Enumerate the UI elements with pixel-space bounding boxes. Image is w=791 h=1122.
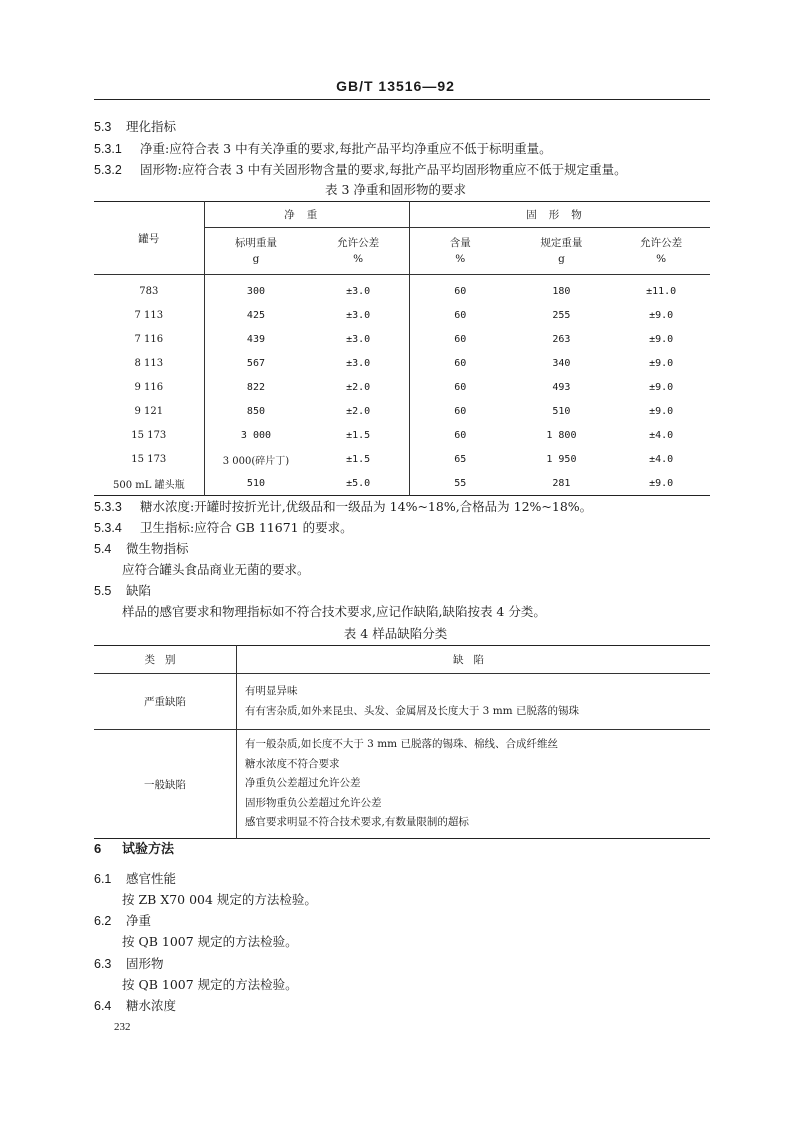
cell-tolerance: ±1.5 [346,429,371,441]
table-row-general [94,730,710,839]
cell-label-weight: 3 000 [204,423,307,447]
section-text: 固形物:应符合表 3 中有关固形物含量的要求,每批产品平均固形物重应不低于规定重量。 [140,162,627,177]
cell-tolerance: ±5.0 [346,477,371,489]
document-header: GB/T 13516—92 [336,78,455,94]
cell-content: 65 [409,447,510,471]
table-row [94,471,710,496]
section-number: 6.3 [94,957,112,971]
cell-content: 60 [409,375,510,399]
group-header-solids: 固形物 [409,202,710,228]
cell-can: 15 173 [131,429,167,441]
cell-label-weight: 822 [204,375,307,399]
cell-spec-weight: 255 [552,309,571,321]
cell-tolerance: ±3.0 [346,357,371,369]
cell-tolerance-2: ±11.0 [646,285,677,297]
category-general: 一般缺陷 [94,730,237,839]
table-row [94,375,710,399]
defect-item: 有有害杂质,如外来昆虫、头发、金属屑及长度大于 3 mm 已脱落的锡珠 [245,704,579,717]
section-title: 微生物指标 [126,541,189,556]
section-number: 6.1 [94,872,112,886]
cell-can: 783 [139,285,159,297]
table-row [94,399,710,423]
cell-can: 500 mL 罐头瓶 [113,479,185,491]
cell-tolerance: ±2.0 [346,405,371,417]
col-header-tolerance-2: 允许公差 % [612,228,710,275]
section-5-3 [94,117,176,135]
cell-content: 60 [409,303,510,327]
page-number: 232 [114,1021,131,1033]
col-header-tolerance: 允许公差 % [307,228,409,275]
section-text: 卫生指标:应符合 GB 11671 的要求。 [140,520,353,535]
cell-spec-weight: 180 [552,285,571,297]
cell-content: 60 [409,275,510,304]
cell-label-weight: 510 [204,471,307,496]
cell-tolerance-2: ±9.0 [649,405,674,417]
section-title: 感官性能 [126,871,177,886]
section-text: 净重:应符合表 3 中有关净重的要求,每批产品平均净重应不低于标明重量。 [140,141,552,156]
section-number: 5.5 [94,584,112,598]
group-header-net: 净重 [204,202,409,228]
cell-label-weight: 439 [204,327,307,351]
col-header-content: 含量 % [409,228,510,275]
section-5-5 [94,581,151,599]
section-number: 5.3.2 [94,163,122,177]
cell-spec-weight: 510 [552,405,571,417]
category-severe: 严重缺陷 [94,674,237,730]
cell-tolerance-2: ±4.0 [649,429,674,441]
section-6-2-body: 按 QB 1007 规定的方法检验。 [122,934,298,949]
cell-spec-weight: 493 [552,381,571,393]
section-6-3-body: 按 QB 1007 规定的方法检验。 [122,977,298,992]
cell-spec-weight: 340 [552,357,571,369]
section-6-1-body: 按 ZB X70 004 规定的方法检验。 [122,892,317,907]
section-number: 5.3 [94,120,112,134]
table-row [94,351,710,375]
table-row [94,447,710,471]
cell-label-weight: 425 [204,303,307,327]
cell-label-weight: 567 [204,351,307,375]
section-6-4 [94,996,176,1014]
cell-label-weight: 300 [204,275,307,304]
section-number: 6.2 [94,914,112,928]
general-defect-list [237,730,711,839]
col-header-spec-weight: 规定重量 g [511,228,613,275]
defect-item: 固形物重负公差超过允许公差 [245,796,382,809]
cell-tolerance-2: ±9.0 [649,357,674,369]
severe-defect-list [237,674,711,730]
cell-content: 60 [409,399,510,423]
cell-spec-weight: 1 950 [546,453,577,465]
cell-tolerance-2: ±9.0 [649,477,674,489]
defect-item: 有一般杂质,如长度不大于 3 mm 已脱落的锡珠、棉线、合成纤维丝 [245,738,558,751]
cell-tolerance-2: ±4.0 [649,453,674,465]
section-6-1 [94,869,176,887]
cell-tolerance-2: ±9.0 [649,309,674,321]
table-row [94,423,710,447]
section-text: 糖水浓度:开罐时按折光计,优级品和一级品为 14%~18%,合格品为 12%~18%。 [140,499,593,514]
section-6-2 [94,911,151,929]
cell-label-weight: 850 [204,399,307,423]
section-number: 5.3.3 [94,500,122,514]
defect-item: 糖水浓度不符合要求 [245,757,340,770]
table-4-caption: 表 4 样品缺陷分类 [343,626,448,641]
defect-classification-table [94,645,710,839]
cell-tolerance: ±3.0 [346,309,371,321]
cell-spec-weight: 1 800 [546,429,577,441]
cell-tolerance-2: ±9.0 [649,333,674,345]
cell-tolerance: ±1.5 [346,453,371,465]
section-5-3-2 [94,160,627,178]
cell-tolerance: ±3.0 [346,285,371,297]
section-number: 6 [94,841,102,856]
table-row [94,327,710,351]
cell-content: 60 [409,423,510,447]
cell-spec-weight: 281 [552,477,571,489]
cell-can: 7 113 [134,309,164,321]
cell-can: 8 113 [134,357,164,369]
section-title: 固形物 [126,956,164,971]
section-5-4 [94,539,189,557]
section-title: 理化指标 [126,119,177,134]
section-5-3-3 [94,497,592,515]
section-5-4-body: 应符合罐头食品商业无菌的要求。 [122,562,310,577]
section-5-3-1 [94,139,552,157]
cell-content: 55 [409,471,510,496]
cell-label-weight: 3 000(碎片丁) [204,447,307,471]
net-weight-solids-table [94,201,710,496]
section-5-5-body: 样品的感官要求和物理指标如不符合技术要求,应记作缺陷,缺陷按表 4 分类。 [122,604,546,619]
section-number: 5.4 [94,542,112,556]
col-header-defect: 缺陷 [237,646,711,674]
col-header-label-weight: 标明重量 g [204,228,307,275]
col-header-category: 类别 [94,646,237,674]
cell-can: 15 173 [131,453,167,465]
cell-tolerance: ±3.0 [346,333,371,345]
cell-spec-weight: 263 [552,333,571,345]
cell-tolerance: ±2.0 [346,381,371,393]
section-number: 5.3.4 [94,521,122,535]
defect-item: 净重负公差超过允许公差 [245,777,361,790]
cell-can: 9 121 [134,405,164,417]
table-row [94,275,710,304]
cell-can: 9 116 [134,381,164,393]
section-5-3-4 [94,518,353,536]
section-6 [94,838,174,857]
section-number: 5.3.1 [94,142,122,156]
defect-item: 有明显异味 [245,685,298,697]
table-row [94,303,710,327]
cell-content: 60 [409,327,510,351]
section-6-3 [94,954,164,972]
section-title: 糖水浓度 [126,998,177,1013]
section-number: 6.4 [94,999,112,1013]
table-3-caption: 表 3 净重和固形物的要求 [325,182,466,197]
col-header-can: 罐号 [94,202,204,275]
cell-content: 60 [409,351,510,375]
section-title: 净重 [126,913,152,928]
section-title: 试验方法 [122,842,175,857]
section-title: 缺陷 [126,583,152,598]
cell-can: 7 116 [134,333,164,345]
defect-item: 感官要求明显不符合技术要求,有数量限制的超标 [245,816,469,829]
cell-tolerance-2: ±9.0 [649,381,674,393]
header-rule [94,99,710,100]
table-row-severe [94,674,710,730]
